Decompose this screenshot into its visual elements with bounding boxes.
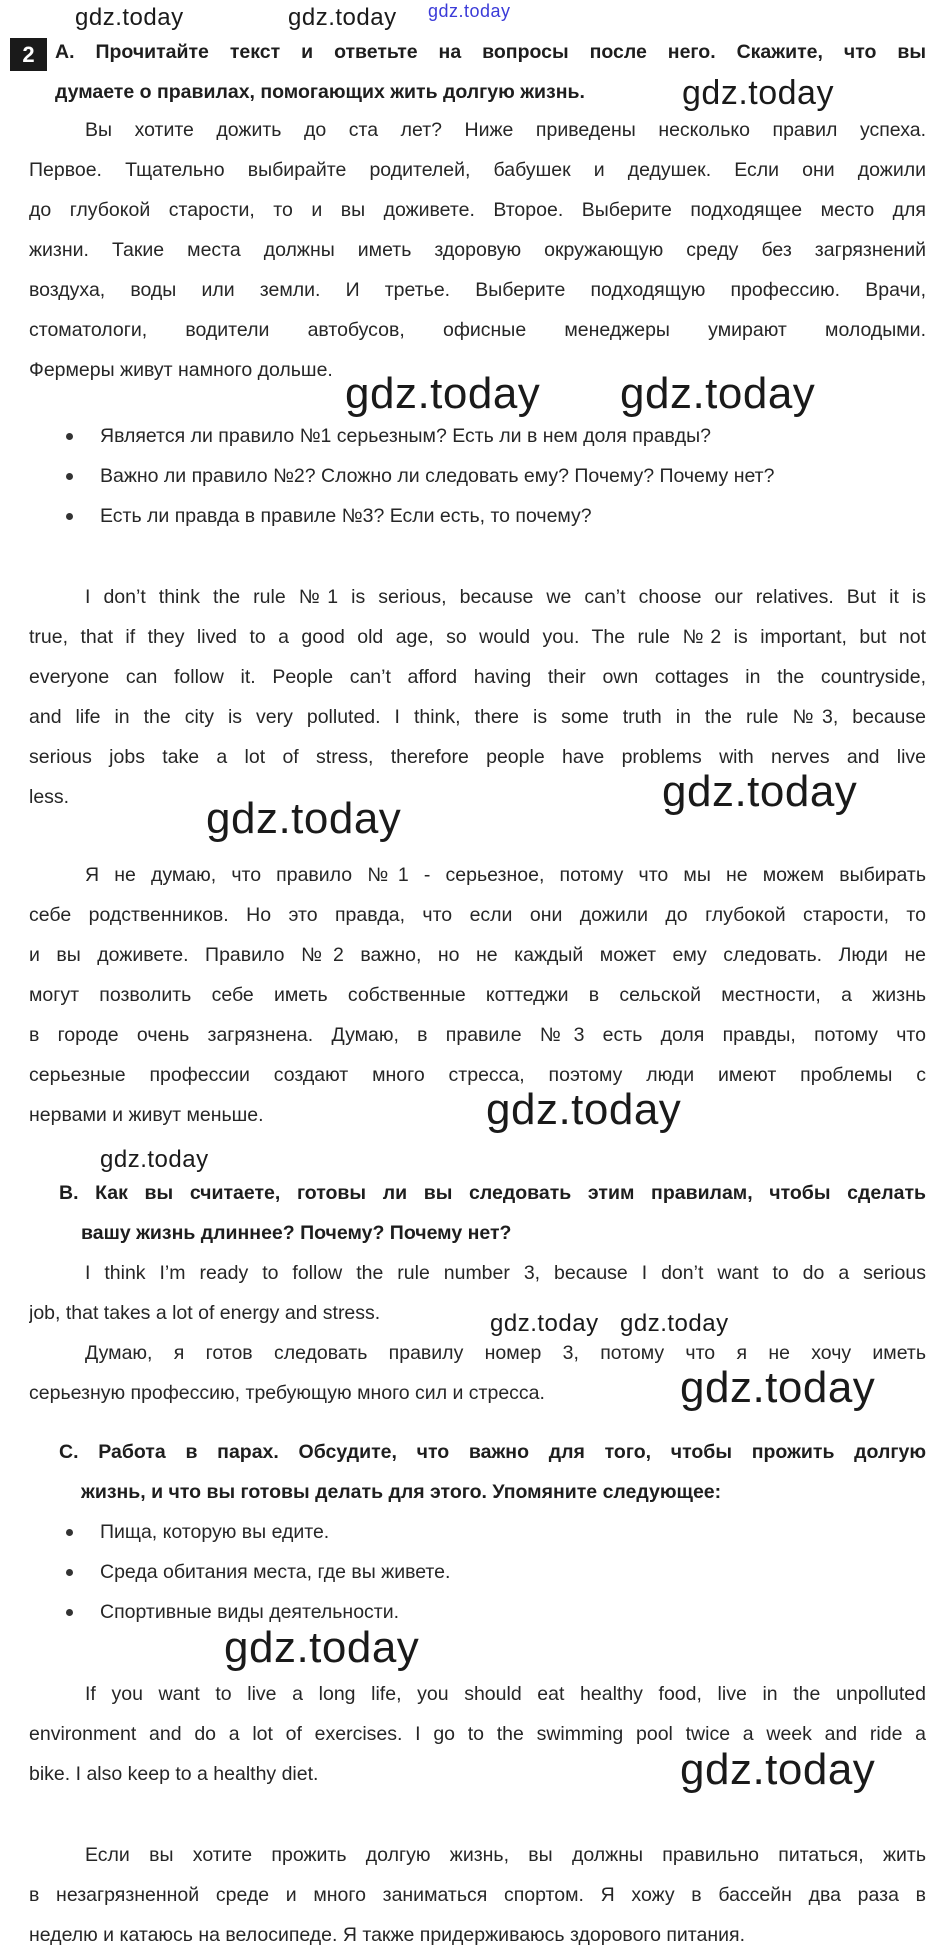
exercise-number: 2 — [10, 38, 47, 71]
task-a-answer-en-line: true, that if they lived to a good old age, so would you. The rule №2 is important, but not — [29, 626, 926, 648]
task-c-answer-en-line: bike. I also keep to a healthy diet. — [29, 1763, 319, 1785]
task-a-answer-ru-line: в городе очень загрязнена. Думаю, в правиле №3 есть доля правды, потому что — [29, 1024, 926, 1046]
watermark: gdz.today — [490, 1310, 599, 1337]
watermark: gdz.today — [486, 1085, 682, 1134]
watermark: gdz.today — [206, 794, 402, 843]
bullet-icon — [66, 433, 73, 440]
watermark: gdz.today — [428, 1, 511, 21]
watermark: gdz.today — [682, 74, 834, 112]
watermark: gdz.today — [680, 1363, 876, 1412]
task-a-heading-line: думаете о правилах, помогающих жить долгую жизнь. — [55, 81, 585, 103]
task-a-answer-en-line: everyone can follow it. People can’t afford having their own cottages in the countryside, — [29, 666, 926, 688]
task-a-answer-en-line: serious jobs take a lot of stress, therefore people have problems with nerves and live — [29, 746, 926, 768]
task-a-text-line: Фермеры живут намного дольше. — [29, 359, 333, 381]
task-a-heading-line: A. Прочитайте текст и ответьте на вопросы после него. Скажите, что вы — [55, 41, 926, 63]
task-b-answer-ru-line: Думаю, я готов следовать правилу номер 3, потому что я не хочу иметь — [85, 1342, 926, 1364]
task-c-heading-line: C. Работа в парах. Обсудите, что важно для того, чтобы прожить долгую — [59, 1441, 926, 1463]
watermark: gdz.today — [224, 1623, 420, 1672]
task-b-heading-line: B. Как вы считаете, готовы ли вы следовать этим правилам, чтобы сделать — [59, 1182, 926, 1204]
task-a-answer-ru-line: нервами и живут меньше. — [29, 1104, 264, 1126]
task-a-question: Является ли правило №1 серьезным? Есть ли в нем доля правды? — [100, 425, 711, 447]
watermark: gdz.today — [620, 369, 816, 418]
task-b-answer-en-line: I think I’m ready to follow the rule number 3, because I don’t want to do a serious — [85, 1262, 926, 1284]
task-a-answer-ru-line: Я не думаю, что правило №1 - серьезное, потому что мы не можем выбирать — [85, 864, 926, 886]
task-b-answer-ru-line: серьезную профессию, требующую много сил и стресса. — [29, 1382, 545, 1404]
bullet-icon — [66, 1609, 73, 1616]
watermark: gdz.today — [620, 1310, 729, 1337]
watermark: gdz.today — [680, 1745, 876, 1794]
bullet-icon — [66, 513, 73, 520]
task-c-item: Спортивные виды деятельности. — [100, 1601, 400, 1623]
task-c-answer-ru-line: неделю и катаюсь на велосипеде. Я также придерживаюсь здорового питания. — [29, 1924, 746, 1945]
task-a-answer-ru-line: серьезные профессии создают много стресса, поэтому люди имеют проблемы с — [29, 1064, 926, 1086]
bullet-icon — [66, 1569, 73, 1576]
task-c-item: Среда обитания места, где вы живете. — [100, 1561, 451, 1583]
task-a-answer-ru-line: и вы доживете. Правило №2 важно, но не каждый может ему следовать. Люди не — [29, 944, 926, 966]
task-a-question: Есть ли правда в правиле №3? Если есть, то почему? — [100, 505, 592, 527]
task-a-text-line: стоматологи, водители автобусов, офисные менеджеры умирают молодыми. — [29, 319, 926, 341]
watermark: gdz.today — [75, 4, 184, 31]
task-a-text-line: Вы хотите дожить до ста лет? Ниже приведены несколько правил успеха. — [85, 119, 926, 141]
task-a-answer-en-line: and life in the city is very polluted. I think, there is some truth in the rule №3, because — [29, 706, 926, 728]
bullet-icon — [66, 1529, 73, 1536]
watermark: gdz.today — [100, 1146, 209, 1173]
task-a-answer-ru-line: могут позволить себе иметь собственные коттеджи в сельской местности, а жизнь — [29, 984, 926, 1006]
task-a-answer-ru-line: себе родственников. Но это правда, что если они дожили до глубокой старости, то — [29, 904, 926, 926]
task-a-question: Важно ли правило №2? Сложно ли следовать ему? Почему? Почему нет? — [100, 465, 775, 487]
task-c-item: Пища, которую вы едите. — [100, 1521, 330, 1543]
task-b-answer-en-line: job, that takes a lot of energy and stress. — [29, 1302, 381, 1324]
task-a-text-line: жизни. Такие места должны иметь здоровую окружающую среду без загрязнений — [29, 239, 926, 261]
task-a-answer-en-line: less. — [29, 786, 70, 808]
task-c-answer-en-line: If you want to live a long life, you should eat healthy food, live in the unpolluted — [85, 1683, 926, 1705]
task-a-answer-en-line: I don’t think the rule №1 is serious, because we can’t choose our relatives. But it is — [85, 586, 926, 608]
task-a-text-line: Первое. Тщательно выбирайте родителей, бабушек и дедушек. Если они дожили — [29, 159, 926, 181]
task-a-text-line: воздуха, воды или земли. И третье. Выберите подходящую профессию. Врачи, — [29, 279, 926, 301]
bullet-icon — [66, 473, 73, 480]
watermark: gdz.today — [345, 369, 541, 418]
task-c-answer-ru-line: Если вы хотите прожить долгую жизнь, вы должны правильно питаться, жить — [85, 1844, 926, 1866]
task-a-text-line: до глубокой старости, то и вы доживете. Второе. Выберите подходящее место для — [29, 199, 926, 221]
task-c-answer-ru-line: в незагрязненной среде и много заниматься спортом. Я хожу в бассейн два раза в — [29, 1884, 926, 1906]
task-c-answer-en-line: environment and do a lot of exercises. I go to the swimming pool twice a week and ride a — [29, 1723, 926, 1745]
task-b-heading-line: вашу жизнь длиннее? Почему? Почему нет? — [81, 1222, 512, 1244]
task-c-heading-line: жизнь, и что вы готовы делать для этого. Упомяните следующее: — [81, 1481, 722, 1503]
watermark: gdz.today — [288, 4, 397, 31]
watermark: gdz.today — [662, 767, 858, 816]
